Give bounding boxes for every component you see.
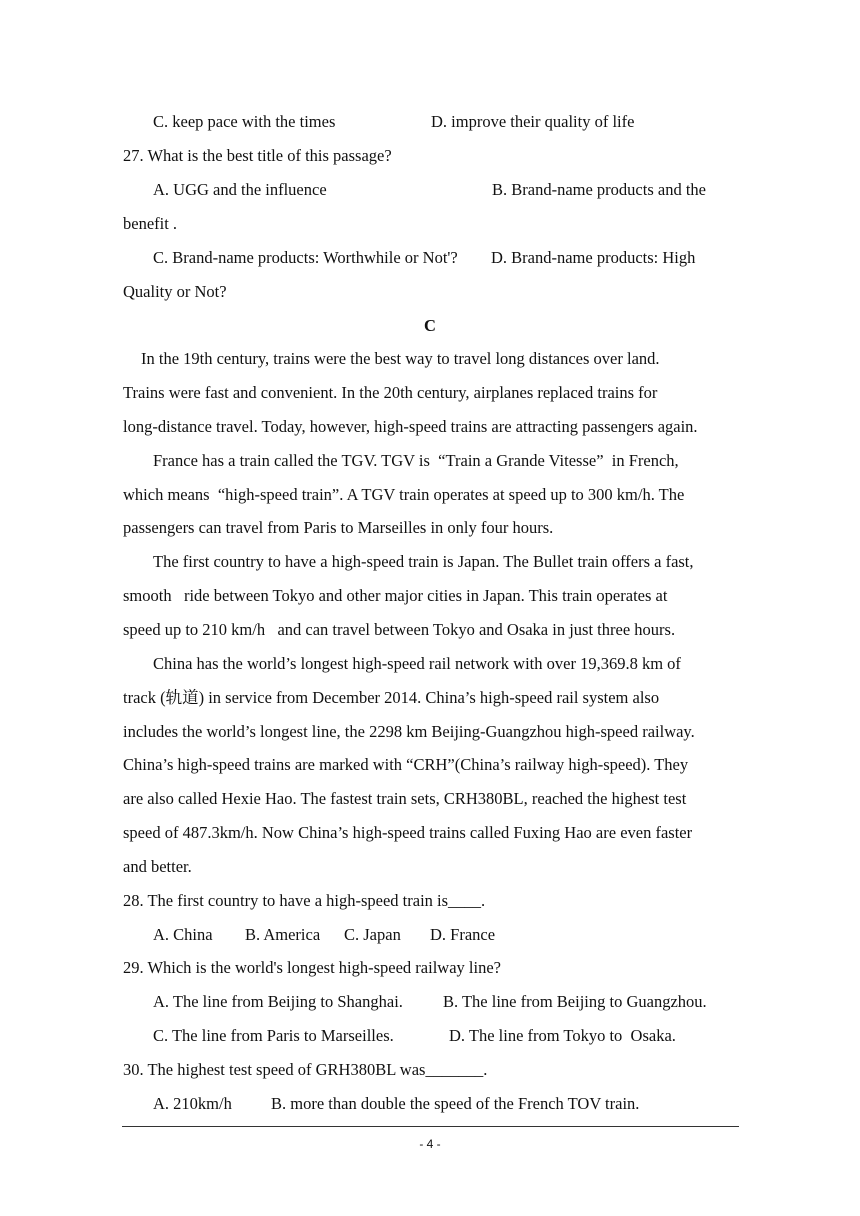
paragraph-text: The first country to have a high-speed train is Japan. The Bullet train offers a fast, [153,552,694,571]
paragraph-text: includes the world’s longest line, the 2298 km Beijing-Guangzhou high-speed railway. [123,722,695,741]
q27-option-d: D. Brand-name products: High [491,248,696,267]
q30-options-row [0,1094,860,1174]
paragraph-text: and better. [123,857,192,876]
q27-option-b-cont-text: benefit . [123,214,178,233]
q28-option-d: D. France [430,925,496,944]
paragraph-text: which means “high-speed train”. A TGV train operates at speed up to 300 km/h. The [123,485,685,504]
section-heading: C [424,316,436,335]
q26-option-d: D. improve their quality of life [431,112,635,131]
footer-divider [122,1126,739,1127]
q29-option-a: A. The line from Beijing to Shanghai. [153,992,403,1011]
q27-option-d-cont-text: Quality or Not? [123,282,227,301]
paragraph-text: speed of 487.3km/h. Now China’s high-speed trains called Fuxing Hao are even faster [123,823,693,842]
paragraph-text: France has a train called the TGV. TGV is “Train a Grande Vitesse” in French, [153,451,679,470]
q27-question-text: 27. What is the best title of this passage? [123,146,392,165]
paragraph-text: passengers can travel from Paris to Marseilles in only four hours. [123,518,554,537]
paragraph-text: In the 19th century, trains were the best way to travel long distances over land. [141,349,660,368]
paragraph-text: speed up to 210 km/h and can travel between Tokyo and Osaka in just three hours. [123,620,676,639]
q28-option-a: A. China [153,925,213,944]
q28-question-text: 28. The first country to have a high-speed train is____. [123,891,486,910]
q28-option-b: B. America [245,925,321,944]
q29-option-b: B. The line from Beijing to Guangzhou. [443,992,707,1011]
q26-option-c: C. keep pace with the times [153,112,336,131]
q28-option-c: C. Japan [344,925,401,944]
q29-option-c: C. The line from Paris to Marseilles. [153,1026,394,1045]
paragraph-text: are also called Hexie Hao. The fastest train sets, CRH380BL, reached the highest test [123,789,687,808]
paragraph-text: track (轨道) in service from December 2014. China’s high-speed rail system also [123,688,660,707]
q27-option-b: B. Brand-name products and the [492,180,706,199]
paragraph-text: Trains were fast and convenient. In the 20th century, airplanes replaced trains for [123,383,658,402]
q30-option-a: A. 210km/h [153,1094,232,1113]
q30-question-text: 30. The highest test speed of GRH380BL was_______. [123,1060,488,1079]
page-number: - 4 - [419,1137,441,1151]
paragraph-text: China has the world’s longest high-speed rail network with over 19,369.8 km of [153,654,681,673]
paragraph-text: China’s high-speed trains are marked with “CRH”(China’s railway high-speed). They [123,755,689,774]
q30-option-b: B. more than double the speed of the French TOV train. [271,1094,640,1113]
q29-option-d: D. The line from Tokyo to Osaka. [449,1026,676,1045]
paragraph-text: smooth ride between Tokyo and other major cities in Japan. This train operates at [123,586,668,605]
q27-option-c: C. Brand-name products: Worthwhile or Not'? [153,248,458,267]
q27-option-a: A. UGG and the influence [153,180,327,199]
q29-question-text: 29. Which is the world's longest high-speed railway line? [123,958,501,977]
paragraph-text: long-distance travel. Today, however, high-speed trains are attracting passengers again. [123,417,698,436]
